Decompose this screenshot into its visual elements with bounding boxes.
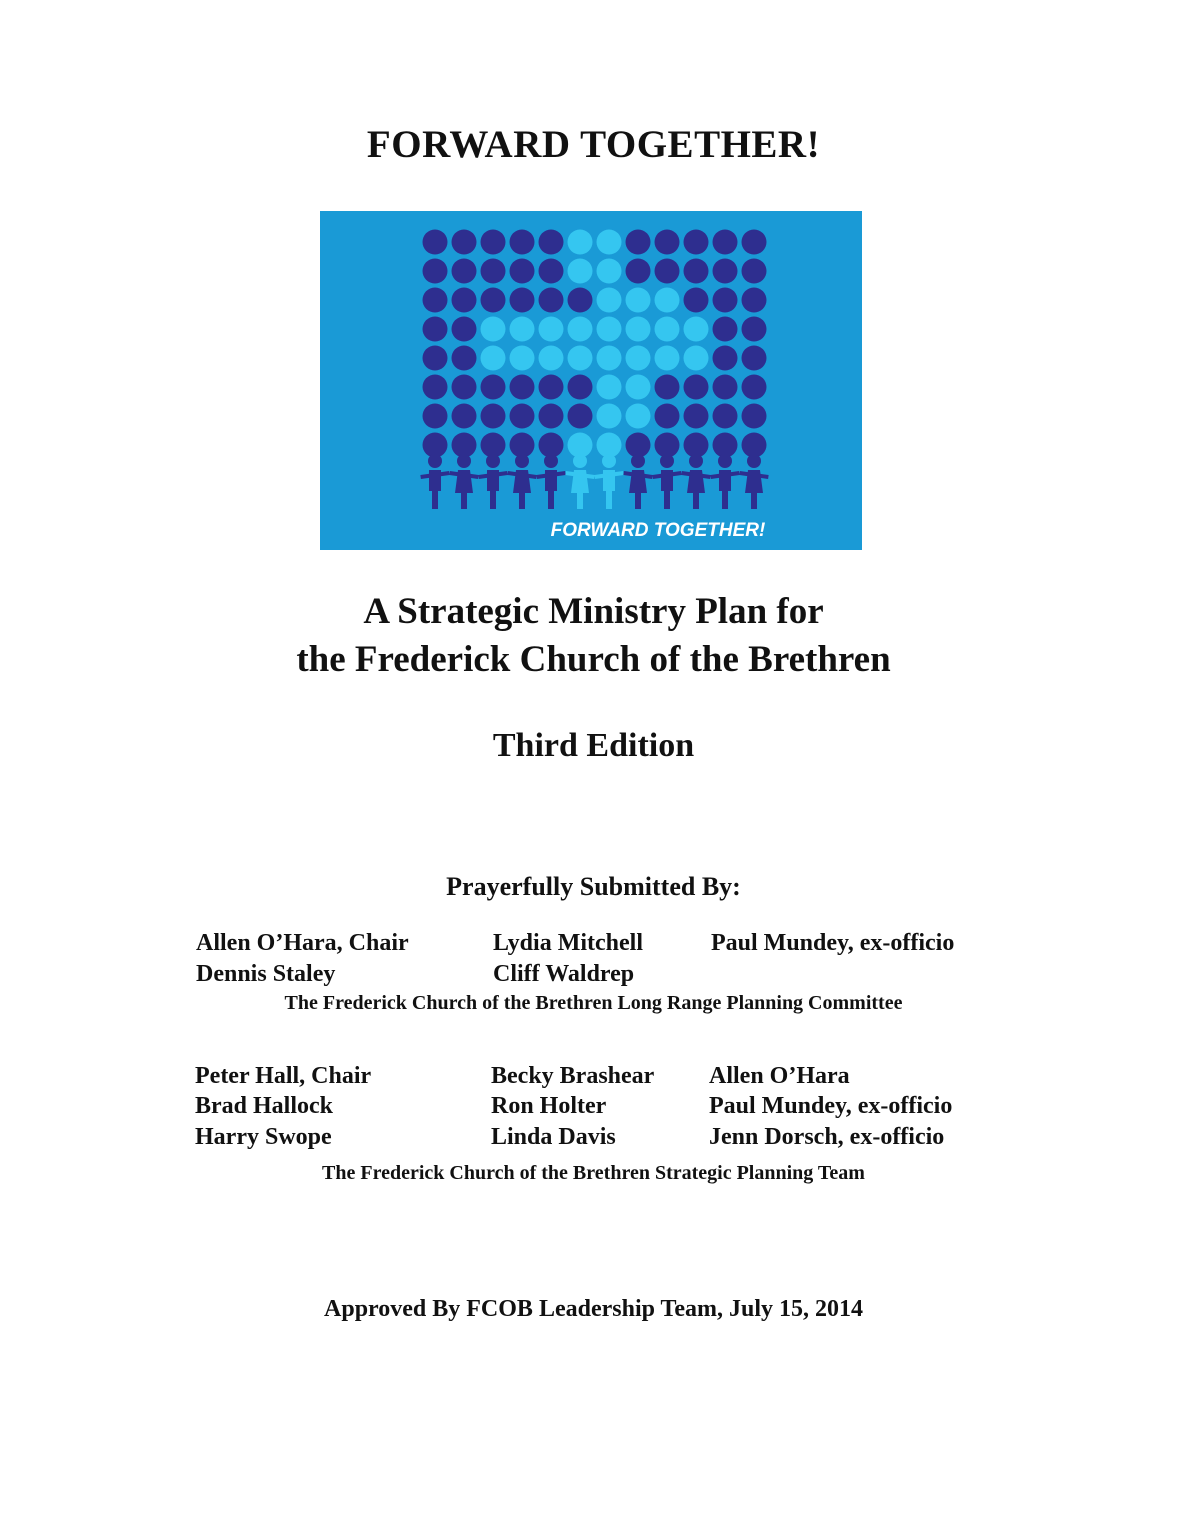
edition-label: Third Edition xyxy=(492,727,695,764)
logo-dot xyxy=(626,259,651,284)
logo-dot xyxy=(568,404,593,429)
logo-dot xyxy=(655,433,680,458)
logo-dot xyxy=(568,259,593,284)
logo-dot xyxy=(655,259,680,284)
team-member: Paul Mundey, ex-officio xyxy=(709,1093,953,1119)
logo-dot xyxy=(510,259,535,284)
team-member: Becky Brashear xyxy=(491,1063,655,1089)
logo-dot xyxy=(713,433,738,458)
logo-dot xyxy=(481,346,506,371)
logo-dot xyxy=(452,404,477,429)
logo-dot xyxy=(626,404,651,429)
logo-dot xyxy=(568,346,593,371)
logo-dot xyxy=(568,375,593,400)
logo-dot xyxy=(713,346,738,371)
subtitle-line-1: A Strategic Ministry Plan for xyxy=(363,591,824,632)
logo-dot xyxy=(684,346,709,371)
logo-dot xyxy=(539,259,564,284)
committee-member: Dennis Staley xyxy=(196,961,336,987)
logo-caption: FORWARD TOGETHER! xyxy=(550,520,766,541)
team-member: Harry Swope xyxy=(195,1124,332,1150)
logo-dot xyxy=(597,433,622,458)
team-member: Brad Hallock xyxy=(195,1093,334,1119)
team-member: Peter Hall, Chair xyxy=(195,1063,372,1089)
team-member: Jenn Dorsch, ex-officio xyxy=(709,1124,945,1150)
logo-dot xyxy=(626,375,651,400)
logo-dot xyxy=(742,230,767,255)
logo-dot xyxy=(423,375,448,400)
forward-together-logo xyxy=(320,211,862,550)
logo-dot xyxy=(684,404,709,429)
logo-dot xyxy=(684,288,709,313)
logo-dot xyxy=(684,317,709,342)
logo-dot xyxy=(423,288,448,313)
logo-dot xyxy=(713,317,738,342)
logo-dot xyxy=(568,317,593,342)
logo-dot xyxy=(423,259,448,284)
logo-dot xyxy=(626,317,651,342)
logo-dot xyxy=(626,346,651,371)
logo-dot xyxy=(481,404,506,429)
logo-dot xyxy=(481,288,506,313)
logo-dot xyxy=(742,346,767,371)
committee-member: Lydia Mitchell xyxy=(493,930,643,956)
logo-dot xyxy=(655,375,680,400)
logo-dot xyxy=(597,375,622,400)
logo-dot xyxy=(597,346,622,371)
logo-dot xyxy=(684,259,709,284)
logo-dot xyxy=(655,288,680,313)
team-member: Ron Holter xyxy=(491,1093,607,1119)
logo-dot xyxy=(742,259,767,284)
logo-dot xyxy=(510,433,535,458)
committee-member: Paul Mundey, ex-officio xyxy=(711,930,955,956)
committee-member: Allen O’Hara, Chair xyxy=(196,930,409,956)
team-caption: The Frederick Church of the Brethren Strategic Planning Team xyxy=(322,1162,865,1184)
logo-dot xyxy=(510,375,535,400)
logo-dot xyxy=(568,288,593,313)
logo-dot xyxy=(626,230,651,255)
logo-dot xyxy=(684,375,709,400)
logo-dot xyxy=(452,259,477,284)
logo-dot xyxy=(597,404,622,429)
committee-member: Cliff Waldrep xyxy=(493,961,635,987)
logo-dot xyxy=(481,230,506,255)
logo-dot xyxy=(655,230,680,255)
logo-dot xyxy=(423,230,448,255)
committee-caption: The Frederick Church of the Brethren Long Range Planning Committee xyxy=(284,992,903,1014)
logo-dot xyxy=(742,288,767,313)
logo-dot xyxy=(423,346,448,371)
logo-dot xyxy=(510,230,535,255)
logo-dot xyxy=(452,346,477,371)
logo-dot xyxy=(481,433,506,458)
logo-dot xyxy=(510,346,535,371)
logo-dot xyxy=(423,404,448,429)
logo-dot xyxy=(568,230,593,255)
team-member: Linda Davis xyxy=(491,1124,616,1150)
submitted-by-heading: Prayerfully Submitted By: xyxy=(446,872,741,901)
subtitle xyxy=(0,588,1187,684)
logo-dot xyxy=(713,375,738,400)
logo-dot xyxy=(713,230,738,255)
logo-dot xyxy=(423,317,448,342)
logo-dot xyxy=(481,317,506,342)
page-title: FORWARD TOGETHER! xyxy=(366,123,821,166)
logo-dot xyxy=(742,317,767,342)
logo-dot xyxy=(597,259,622,284)
logo-dot xyxy=(539,346,564,371)
logo-dot xyxy=(481,375,506,400)
logo-dot xyxy=(539,375,564,400)
logo-dot xyxy=(597,230,622,255)
logo-dot xyxy=(423,433,448,458)
logo-dot xyxy=(481,259,506,284)
logo-dot xyxy=(510,288,535,313)
logo-dot xyxy=(539,404,564,429)
logo-dot xyxy=(742,433,767,458)
logo-dot xyxy=(539,317,564,342)
logo-dot xyxy=(655,317,680,342)
logo-dot xyxy=(452,230,477,255)
logo-dot xyxy=(742,404,767,429)
logo-dot xyxy=(713,259,738,284)
team-member: Allen O’Hara xyxy=(709,1063,850,1089)
logo-background xyxy=(320,211,862,550)
logo-dot xyxy=(452,317,477,342)
logo-dot xyxy=(452,288,477,313)
logo-dot xyxy=(597,288,622,313)
logo-dot xyxy=(452,375,477,400)
approval-line: Approved By FCOB Leadership Team, July 15, 2014 xyxy=(324,1296,863,1322)
logo-dot xyxy=(568,433,593,458)
logo-dot xyxy=(655,346,680,371)
logo-dot xyxy=(452,433,477,458)
logo-dot xyxy=(539,230,564,255)
logo-dot xyxy=(626,433,651,458)
logo-dot xyxy=(655,404,680,429)
logo-dot xyxy=(539,433,564,458)
logo-dot xyxy=(626,288,651,313)
logo-dot xyxy=(597,317,622,342)
subtitle-line-2: the Frederick Church of the Brethren xyxy=(296,639,891,680)
logo-dot xyxy=(510,317,535,342)
logo-dot xyxy=(713,288,738,313)
logo-dot xyxy=(539,288,564,313)
logo-dot xyxy=(713,404,738,429)
logo-dot xyxy=(742,375,767,400)
logo-dot xyxy=(510,404,535,429)
logo-dot xyxy=(684,433,709,458)
logo-dot xyxy=(684,230,709,255)
